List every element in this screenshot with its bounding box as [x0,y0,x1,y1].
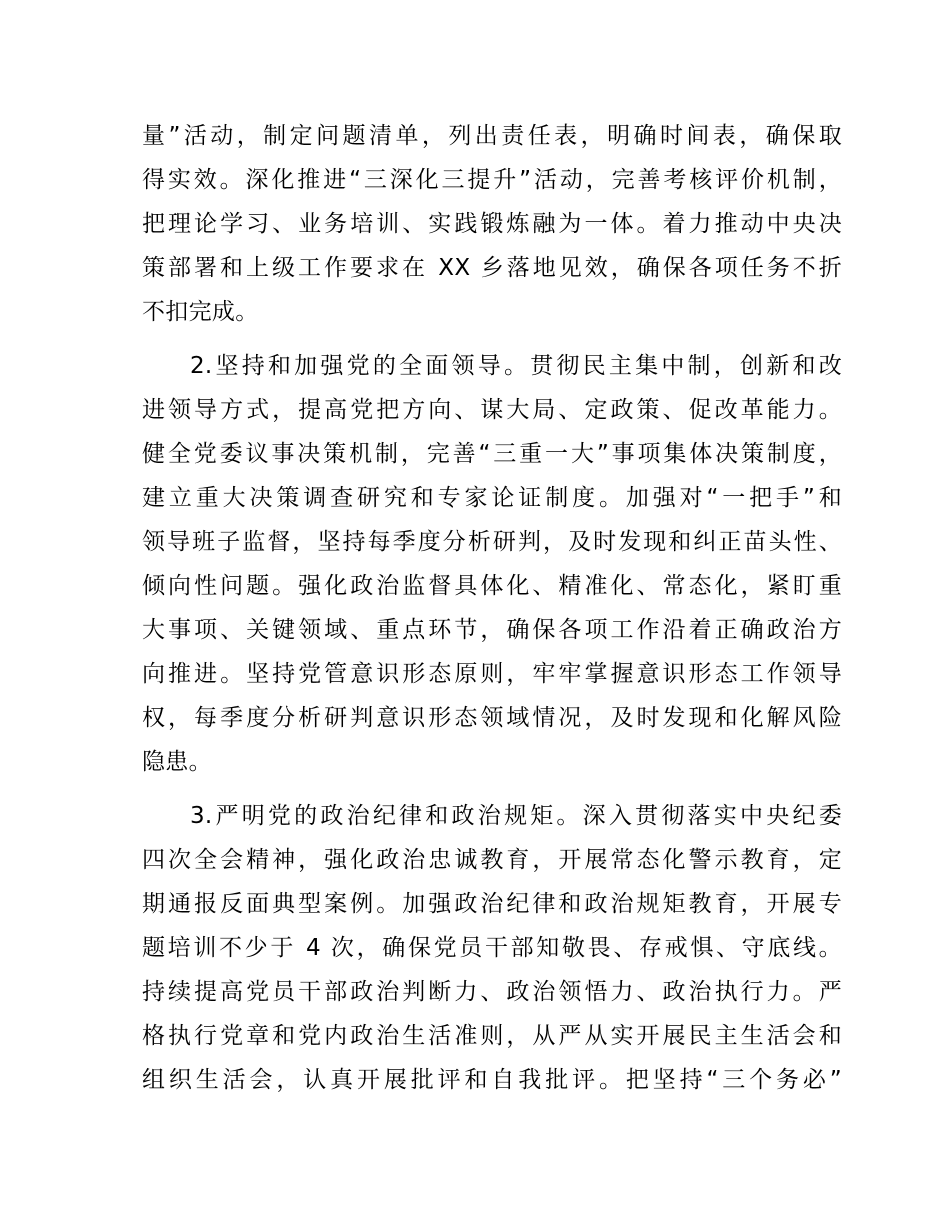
text-line: 向推进。坚持党管意识形态原则，牢牢掌握意识形态工作领导 [142,661,842,687]
document-body [142,114,842,1102]
paragraph-1 [142,114,842,334]
text-line: 格执行党章和党内政治生活准则，从严从实开展民主生活会和 [142,1023,842,1049]
text-line: 领导班子监督，坚持每季度分析研判，及时发现和纠正苗头性、 [142,529,842,555]
text-line: 题培训不少于 4 次，确保党员干部知敬畏、存戒惧、守底线。 [142,935,842,961]
text-line: 期通报反面典型案例。加强政治纪律和政治规矩教育，开展专 [142,891,842,917]
text-line: 2.坚持和加强党的全面领导。贯彻民主集中制，创新和改 [190,353,842,379]
text-line: 建立重大决策调查研究和专家论证制度。加强对“一把手”和 [142,485,842,511]
text-line: 健全党委议事决策机制，完善“三重一大”事项集体决策制度， [142,441,842,467]
text-line: 量”活动，制定问题清单，列出责任表，明确时间表，确保取 [142,123,842,149]
text-line: 组织生活会，认真开展批评和自我批评。把坚持“三个务必” [142,1067,842,1093]
text-line: 进领导方式，提高党把方向、谋大局、定政策、促改革能力。 [142,397,842,423]
text-line: 策部署和上级工作要求在 XX 乡落地见效，确保各项任务不折 [142,255,842,281]
text-line: 不扣完成。 [142,299,259,325]
text-line: 得实效。深化推进“三深化三提升”活动，完善考核评价机制， [142,167,842,193]
paragraph-spacer [142,784,842,794]
text-line: 权，每季度分析研判意识形态领域情况，及时发现和化解风险 [142,705,842,731]
text-line: 把理论学习、业务培训、实践锻炼融为一体。着力推动中央决 [142,211,842,237]
text-line: 四次全会精神，强化政治忠诚教育，开展常态化警示教育，定 [142,847,842,873]
paragraph-3 [142,794,842,1102]
text-line: 大事项、关键领域、重点环节，确保各项工作沿着正确政治方 [142,617,842,643]
text-line: 持续提高党员干部政治判断力、政治领悟力、政治执行力。严 [142,979,842,1005]
text-line: 3.严明党的政治纪律和政治规矩。深入贯彻落实中央纪委 [190,803,842,829]
paragraph-2 [142,344,842,784]
text-line: 隐患。 [142,749,212,775]
text-line: 倾向性问题。强化政治监督具体化、精准化、常态化，紧盯重 [142,573,842,599]
paragraph-spacer [142,334,842,344]
